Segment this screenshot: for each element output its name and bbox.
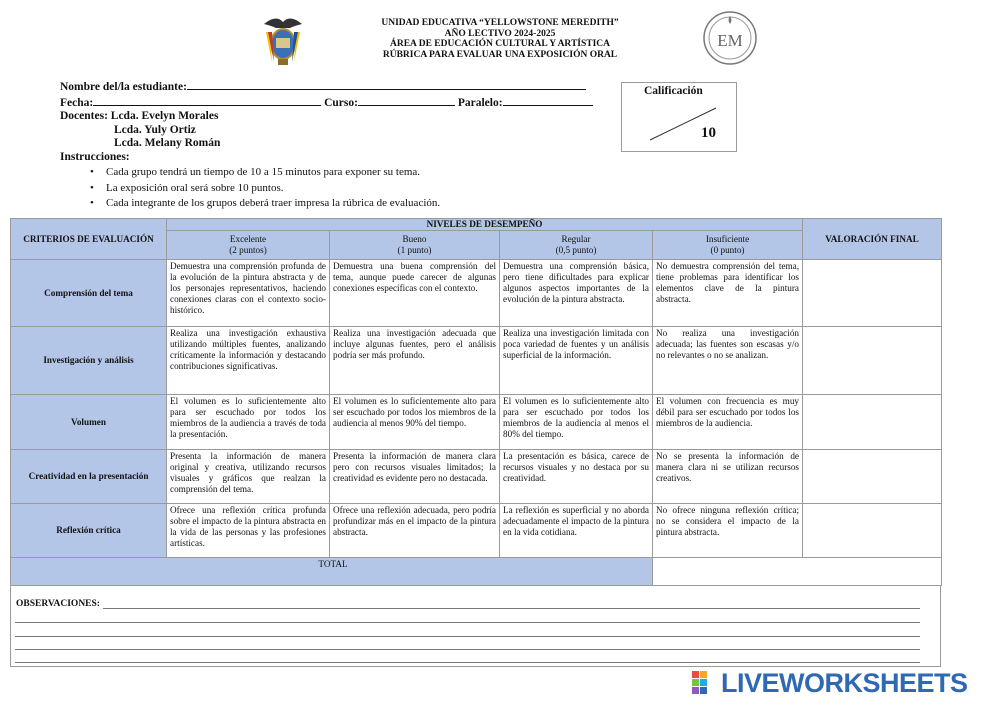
level-regular: Regular (0,5 punto) <box>500 231 653 260</box>
final-score-cell[interactable] <box>803 504 942 558</box>
descriptor-cell[interactable]: Ofrece una reflexión crítica profunda sobre el impacto de la pintura abstracta en la vida de las personas y las profesiones artísticas. <box>167 504 330 558</box>
level-insuficiente: Insuficiente (0 punto) <box>653 231 803 260</box>
criterion-cell: Reflexión crítica <box>11 504 167 558</box>
subject-area: ÁREA DE EDUCACIÓN CULTURAL Y ARTÍSTICA <box>389 39 611 49</box>
descriptor-cell[interactable]: El volumen es lo suficientemente alto para ser escuchado por todos los miembros de la audiencia al menos 90% del tiempo. <box>330 395 500 450</box>
teacher-name: Lcda. Evelyn Morales <box>110 110 219 122</box>
descriptor-cell[interactable]: Demuestra una comprensión básica, pero tiene dificultades para explicar algunos aspectos importantes de la evolución de la pintura abstracta. <box>500 260 653 327</box>
parallel-label: Paralelo: <box>457 97 503 109</box>
levels-header: NIVELES DE DESEMPEÑO <box>167 219 803 231</box>
criterion-cell: Comprensión del tema <box>11 260 167 327</box>
brand-text: LIVEWORKSHEETS <box>721 667 968 698</box>
descriptor-cell[interactable]: Realiza una investigación exhaustiva utilizando múltiples fuentes, analizando críticamente la información y destacando contribuciones significativas. <box>167 327 330 395</box>
table-header-row <box>11 219 942 231</box>
table-row <box>11 395 942 450</box>
final-score-cell[interactable] <box>803 395 942 450</box>
grade-value[interactable]: 10 <box>701 125 716 141</box>
table-row <box>11 504 942 558</box>
school-year: AÑO LECTIVO 2024-2025 <box>444 28 556 39</box>
date-line[interactable] <box>93 95 321 106</box>
instruction-item: • Cada integrante de los grupos deberá traer impresa la rúbrica de evaluación. <box>106 196 440 212</box>
table-row <box>11 260 942 327</box>
descriptor-cell[interactable]: Ofrece una reflexión adecuada, pero podría profundizar más en el impacto de la pintura abstracta. <box>330 504 500 558</box>
final-header: VALORACIÓN FINAL <box>803 219 942 260</box>
liveworksheets-logo[interactable] <box>692 668 968 698</box>
descriptor-cell[interactable]: No demuestra comprensión del tema, tiene problemas para identificar los elementos clave de la pintura abstracta. <box>653 260 803 327</box>
document-title: RÚBRICA PARA EVALUAR UNA EXPOSICIÓN ORAL <box>382 49 618 60</box>
descriptor-cell[interactable]: No se presenta la información de manera clara ni se utilizan recursos creativos. <box>653 450 803 504</box>
descriptor-cell[interactable]: No ofrece ninguna reflexión crítica; no se considera el impacto de la pintura abstracta. <box>653 504 803 558</box>
teacher-name: Lcda. Melany Román <box>114 137 221 149</box>
criteria-header: CRITERIOS DE EVALUACIÓN <box>11 219 167 260</box>
student-name-label: Nombre del/la estudiante: <box>60 81 187 93</box>
school-name: UNIDAD EDUCATIVA “YELLOWSTONE MEREDITH” <box>381 18 619 28</box>
course-line[interactable] <box>358 95 455 106</box>
teacher-name: Lcda. Yuly Ortiz <box>114 123 196 136</box>
observation-line[interactable] <box>15 636 920 637</box>
liveworksheets-icon <box>692 671 716 695</box>
descriptor-cell[interactable]: Presenta la información de manera original y creativa, utilizando recursos visuales y gráficos que realzan la comprensión del tema. <box>167 450 330 504</box>
school-header <box>320 18 680 60</box>
descriptor-cell[interactable]: Demuestra una comprensión profunda de la evolución de la pintura abstracta y de los personajes representativos, haciendo conexiones claras con el contexto socio-histórico. <box>167 260 330 327</box>
date-course-row <box>60 95 593 109</box>
descriptor-cell[interactable]: El volumen es lo suficientemente alto para ser escuchado por todos los miembros de la audiencia al menos el 80% del tiempo. <box>500 395 653 450</box>
criterion-cell: Investigación y análisis <box>11 327 167 395</box>
descriptor-cell[interactable]: Realiza una investigación limitada con poca variedad de fuentes y un análisis superficial de la información. <box>500 327 653 395</box>
total-value-cell[interactable] <box>653 558 942 586</box>
rubric-table <box>10 218 942 586</box>
student-name-field[interactable] <box>60 79 586 93</box>
instructions-label: Instrucciones: <box>60 151 130 163</box>
descriptor-cell[interactable]: El volumen es lo suficientemente alto para ser escuchado por todos los miembros de la audiencia a través de toda la presentación. <box>167 395 330 450</box>
descriptor-cell[interactable]: Demuestra una buena comprensión del tema, aunque puede carecer de algunas conexiones específicas con el contexto. <box>330 260 500 327</box>
criterion-cell: Volumen <box>11 395 167 450</box>
observation-line[interactable] <box>15 649 920 650</box>
total-label: TOTAL <box>11 558 653 586</box>
student-name-line[interactable] <box>187 79 586 90</box>
instruction-item: • La exposición oral será sobre 10 puntos. <box>106 181 440 197</box>
total-row <box>11 558 942 586</box>
descriptor-cell[interactable]: No realiza una investigación adecuada; las fuentes son escasas y/o no relevantes o no se analizan. <box>653 327 803 395</box>
observations-section <box>10 586 941 667</box>
parallel-line[interactable] <box>503 95 593 106</box>
observation-line[interactable] <box>15 622 920 623</box>
level-excelente: Excelente (2 puntos) <box>167 231 330 260</box>
final-score-cell[interactable] <box>803 327 942 395</box>
final-score-cell[interactable] <box>803 450 942 504</box>
date-label: Fecha: <box>60 97 94 109</box>
logo-text: EM <box>717 31 743 50</box>
descriptor-cell[interactable]: Presenta la información de manera clara pero con recursos visuales limitados; la creatividad es evidente pero no destacada. <box>330 450 500 504</box>
instruction-item: • Cada grupo tendrá un tiempo de 10 a 15 minutos para exponer su tema. <box>106 165 440 181</box>
course-label: Curso: <box>324 97 358 109</box>
ecuador-coat-of-arms-icon <box>256 14 310 68</box>
teachers-label: Docentes: <box>60 110 108 122</box>
final-score-cell[interactable] <box>803 260 942 327</box>
descriptor-cell[interactable]: Realiza una investigación adecuada que incluye algunas fuentes, pero el análisis podría ser más profundo. <box>330 327 500 395</box>
grade-box <box>621 82 737 152</box>
observation-line[interactable] <box>103 608 920 609</box>
table-row <box>11 450 942 504</box>
descriptor-cell[interactable]: La reflexión es superficial y no aborda adecuadamente el impacto de la pintura en la vida cotidiana. <box>500 504 653 558</box>
observations-label: OBSERVACIONES: <box>16 599 100 609</box>
teachers-block <box>60 110 220 151</box>
level-bueno: Bueno (1 punto) <box>330 231 500 260</box>
criterion-cell: Creatividad en la presentación <box>11 450 167 504</box>
table-row <box>11 327 942 395</box>
observation-line[interactable] <box>15 662 920 663</box>
grade-label: Calificación <box>644 85 703 97</box>
descriptor-cell[interactable]: La presentación es básica, carece de recursos visuales y no destaca por su creatividad. <box>500 450 653 504</box>
school-logo-icon <box>702 10 758 66</box>
descriptor-cell[interactable]: El volumen con frecuencia es muy débil para ser escuchado por todos los miembros de la audiencia. <box>653 395 803 450</box>
instructions-list <box>106 165 440 212</box>
